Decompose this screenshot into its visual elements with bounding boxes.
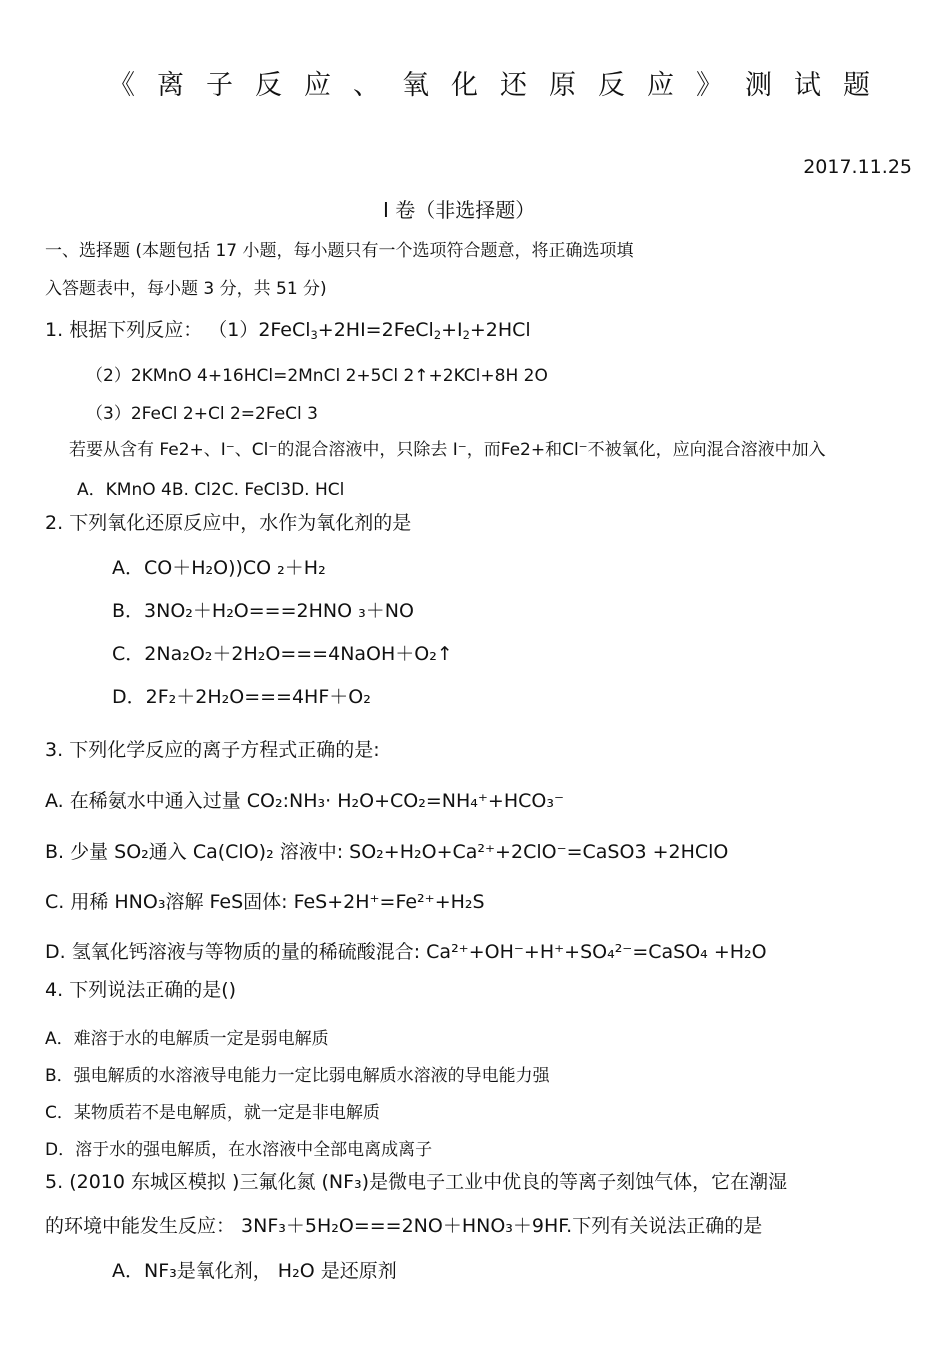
question-3-option-c bbox=[45, 893, 485, 912]
option-text: 氢氧化钙溶液与等物质的量的稀硫酸混合: Ca²⁺+OH⁻+H⁺+SO₄²⁻=CaSO₄ +H₂O bbox=[71, 941, 767, 963]
question-4-option-b: B．强电解质的水溶液导电能力一定比弱电解质水溶液的导电能力强 bbox=[45, 1066, 550, 1086]
question-1-reaction-2: （2）2KMnO 4+16HCl=2MnCl 2+5Cl 2↑+2KCl+8H 2O bbox=[86, 366, 548, 386]
question-1-reaction-1-part4: +2HCl bbox=[469, 319, 531, 341]
question-text: 下列氧化还原反应中，水作为氧化剂的是 bbox=[69, 512, 412, 534]
question-4-option-d: D．溶于水的强电解质，在水溶液中全部电离成离子 bbox=[45, 1140, 433, 1160]
instructions-line-2: 入答题表中，每小题 3 分，共 51 分) bbox=[45, 279, 327, 299]
question-3-option-a bbox=[45, 792, 564, 811]
question-number: 5. bbox=[45, 1171, 64, 1193]
question-2-option-a: A．CO＋H₂O))CO ₂＋H₂ bbox=[112, 557, 326, 579]
question-number: 1. bbox=[45, 319, 64, 341]
option-text: 用稀 HNO₃溶解 FeS固体: FeS+2H⁺=Fe²⁺+H₂S bbox=[70, 891, 485, 913]
question-3-option-d bbox=[45, 943, 767, 962]
question-number: 2. bbox=[45, 512, 64, 534]
question-5-option-a: A．NF₃是氧化剂， H₂O 是还原剂 bbox=[112, 1260, 397, 1282]
option-label: D. bbox=[45, 941, 66, 963]
option-label: B. bbox=[45, 841, 65, 863]
exam-date: 2017.11.25 bbox=[803, 156, 912, 178]
question-1-reaction-1-part2: +2HI=2FeCl bbox=[317, 319, 434, 341]
question-text: 下列化学反应的离子方程式正确的是: bbox=[69, 739, 380, 761]
option-label: A. bbox=[45, 790, 64, 812]
question-3-option-b bbox=[45, 843, 728, 862]
question-2-option-c: C．2Na₂O₂＋2H₂O===4NaOH＋O₂↑ bbox=[112, 643, 453, 665]
question-5-stem-line-2: 的环境中能发生反应： 3NF₃＋5H₂O===2NO＋HNO₃＋9HF.下列有关说法正确的是 bbox=[45, 1215, 763, 1237]
question-4-stem bbox=[45, 981, 236, 1000]
question-1-reaction-1-prefix: 根据下列反应： （1）2FeCl bbox=[69, 319, 311, 341]
question-1-condition: 若要从含有 Fe2+、I⁻、Cl⁻的混合溶液中，只除去 I⁻，而Fe2+和Cl⁻不被氧化，应向混合溶液中加入 bbox=[69, 440, 826, 460]
question-3-stem bbox=[45, 741, 380, 760]
question-2-stem bbox=[45, 514, 411, 533]
question-1-reaction-1-part3: +I bbox=[441, 319, 463, 341]
question-number: 4. bbox=[45, 979, 64, 1001]
question-1-reaction-3: （3）2FeCl 2+Cl 2=2FeCl 3 bbox=[86, 404, 318, 424]
question-4-option-c: C．某物质若不是电解质，就一定是非电解质 bbox=[45, 1103, 380, 1123]
question-text: 下列说法正确的是() bbox=[69, 979, 237, 1001]
instructions-line-1: 一、选择题 (本题包括 17 小题，每小题只有一个选项符合题意，将正确选项填 bbox=[45, 241, 634, 261]
document-title: 《离子反应、氧化还原反应》测试题 bbox=[108, 70, 892, 101]
question-2-option-d: D．2F₂＋2H₂O===4HF＋O₂ bbox=[112, 686, 371, 708]
question-1-stem: 1. 根据下列反应： $(1)2FeCl_3+2HI=2FeCl_2+I_2+2HCl$ bbox=[45, 319, 531, 342]
section-title: I 卷（非选择题） bbox=[383, 198, 536, 222]
question-5-stem-line-1 bbox=[45, 1173, 787, 1192]
question-1-options: A．KMnO 4B. Cl2C. FeCl3D. HCl bbox=[77, 480, 345, 500]
option-text: 少量 SO₂通入 Ca(ClO)₂ 溶液中: SO₂+H₂O+Ca²⁺+2ClO⁻=CaSO3 +2HClO bbox=[70, 841, 729, 863]
question-text: (2010 东城区模拟 )三氟化氮 (NF₃)是微电子工业中优良的等离子刻蚀气体，它在潮湿 bbox=[69, 1171, 788, 1193]
option-text: 在稀氨水中通入过量 CO₂:NH₃· H₂O+CO₂=NH₄⁺+HCO₃⁻ bbox=[69, 790, 564, 812]
question-4-option-a: A．难溶于水的电解质一定是弱电解质 bbox=[45, 1029, 329, 1049]
option-label: C. bbox=[45, 891, 65, 913]
question-2-option-b: B．3NO₂＋H₂O===2HNO ₃＋NO bbox=[112, 600, 414, 622]
question-number: 3. bbox=[45, 739, 64, 761]
